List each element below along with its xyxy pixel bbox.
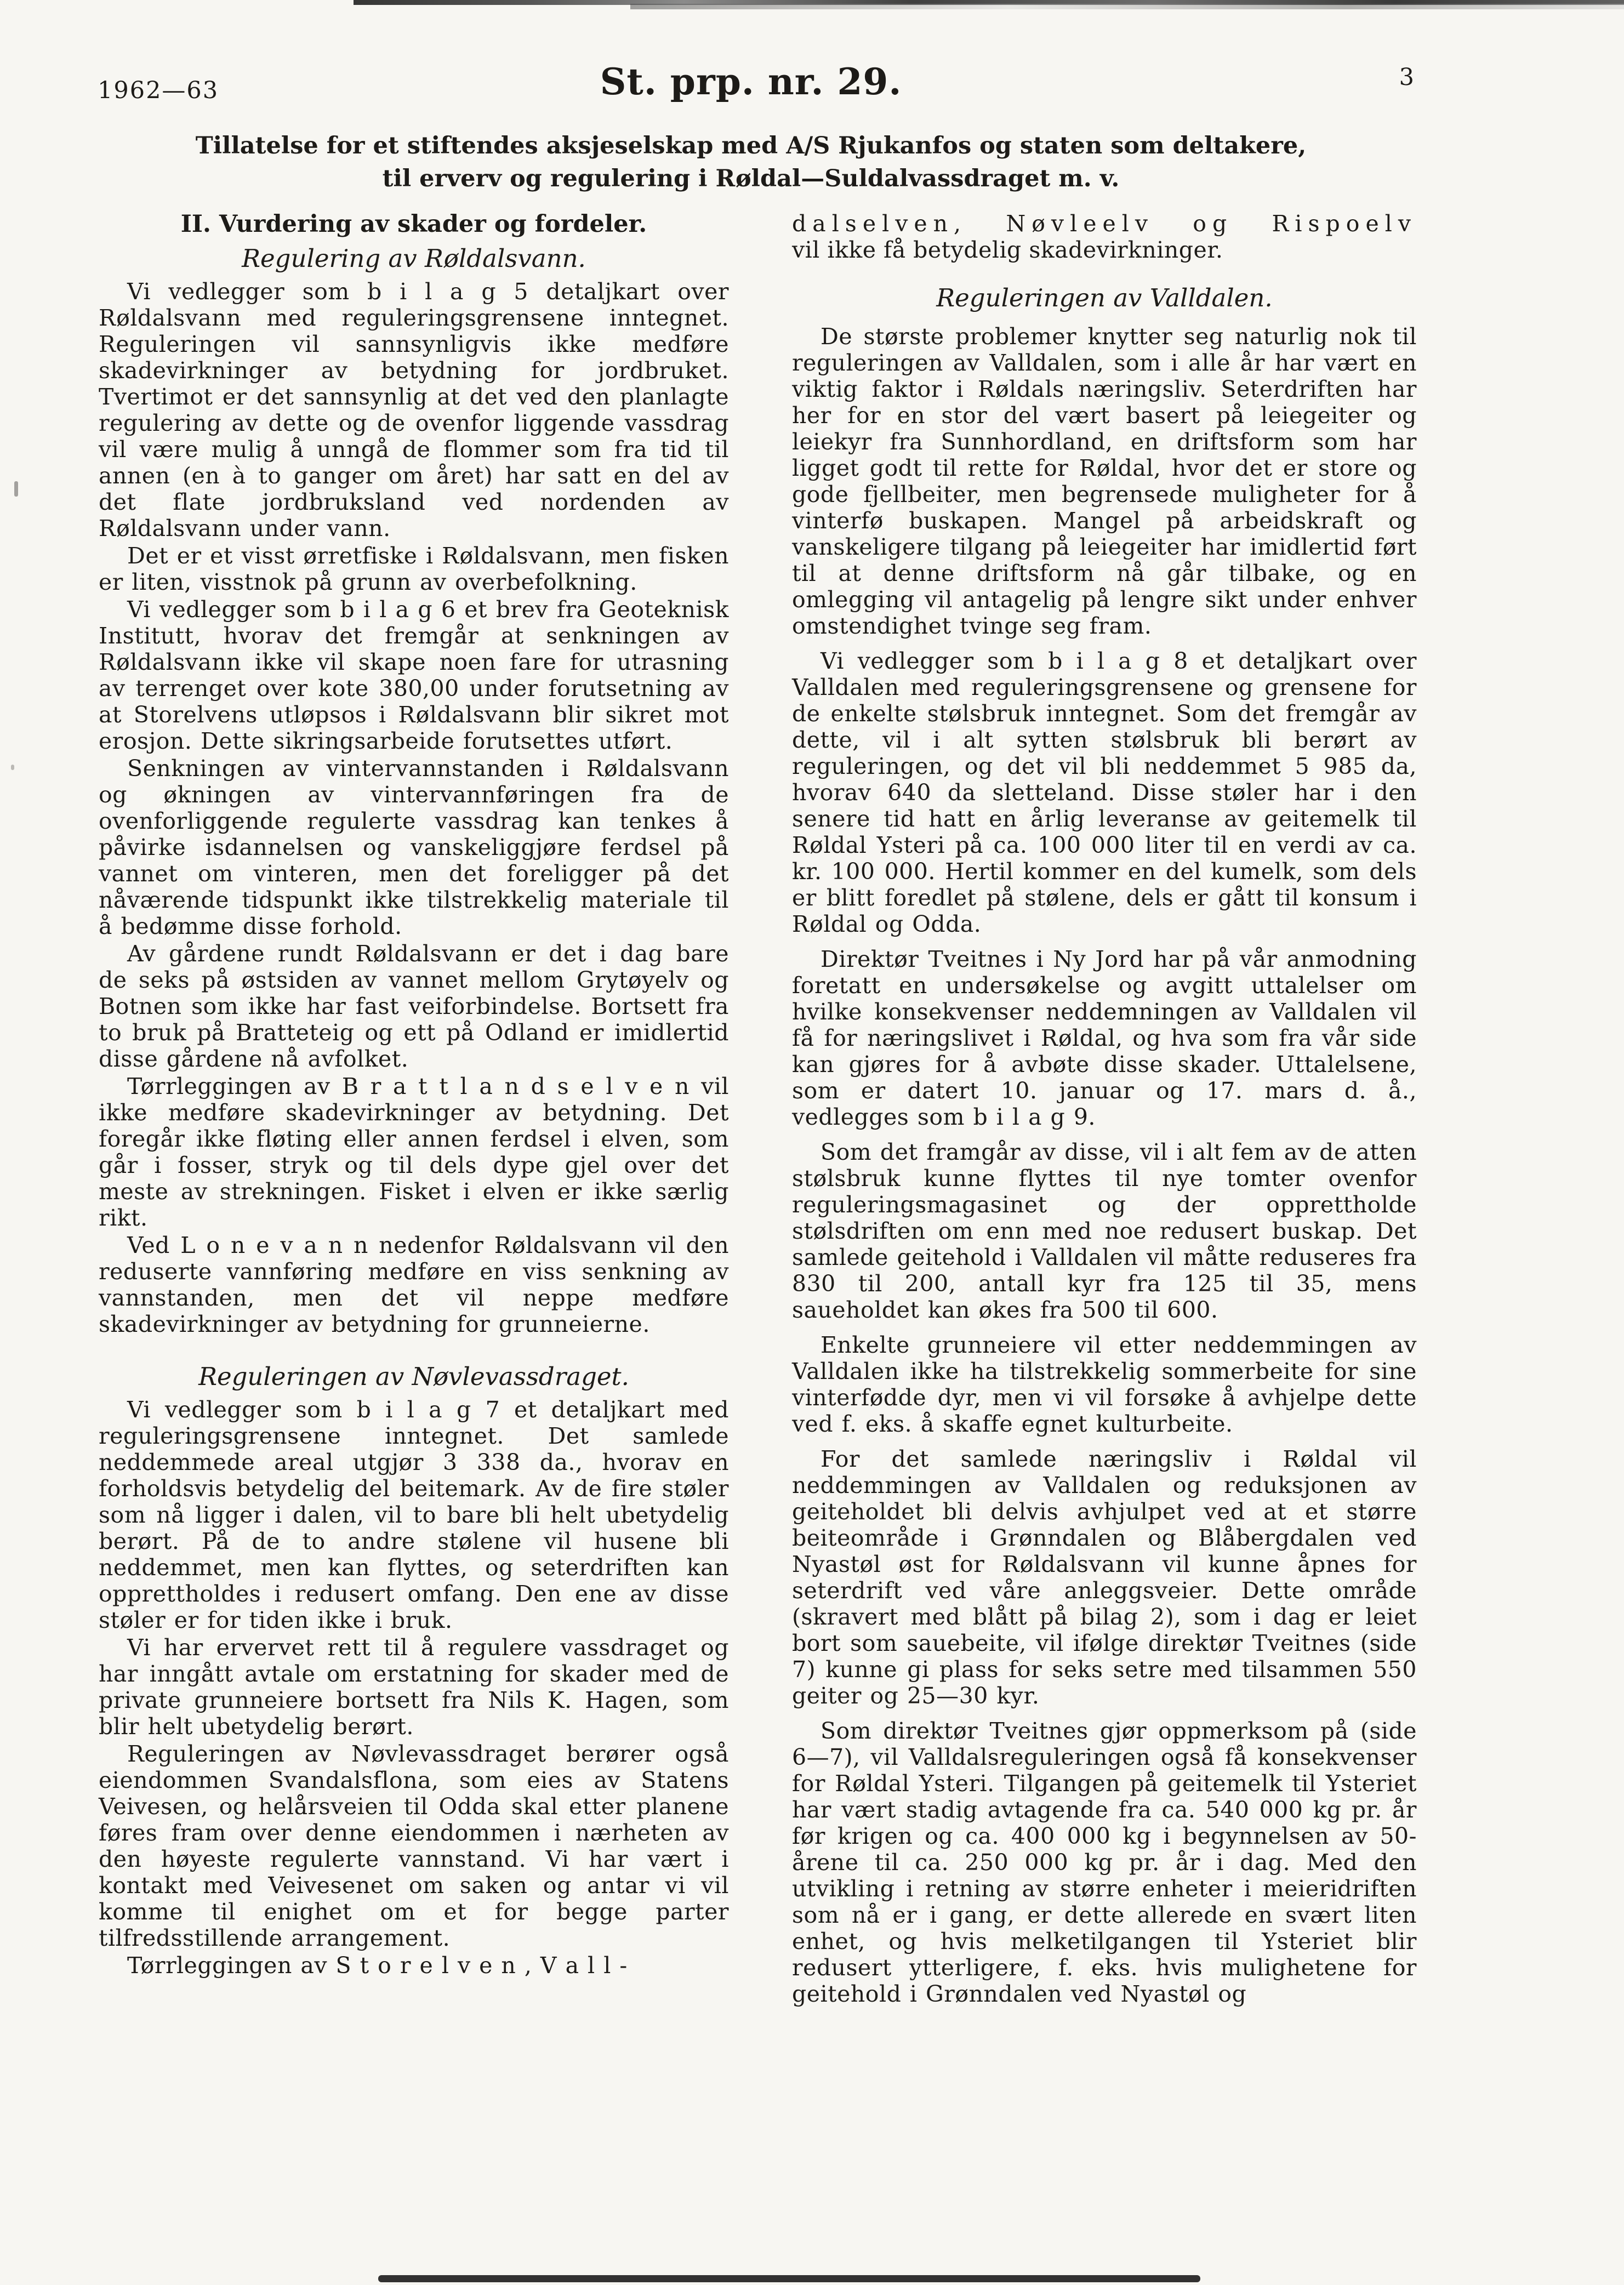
paragraph-hyphen-carry: Tørrleggingen av S t o r e l v e n , V a l l -: [127, 1952, 628, 1979]
paragraph: Vi vedlegger som b i l a g 7 et detaljkart med reguleringsgrensene inntegnet. Det samlede neddemmede areal utgjør 3 338 da., hvorav en forholdsvis betydelig del beitemark. Av de fire støler som nå ligger i dalen, vil to bare bli helt ubetydelig berørt. På de to andre stølene vil husene bli neddemmet, men kan flyttes, og seterdriften kan opprettholdes i redusert omfang. Den ene av disse støler er for tiden ikke i bruk.: [99, 1397, 729, 1633]
paragraph: Det er et visst ørretfiske i Røldalsvann, men fisken er liten, visstnok på grunn av overbefolkning.: [99, 543, 729, 595]
paragraph: Vi vedlegger som b i l a g 6 et brev fra Geoteknisk Institutt, hvorav det fremgår at senkningen av Røldalsvann ikke vil skape noen fare for utrasning av terrenget over kote 380,00 under forutsetning av at Storelvens utløpsos i Røldalsvann blir sikret mot erosjon. Dette sikringsarbeide forutsettes utført.: [99, 596, 729, 754]
subtitle-line-2: til erverv og regulering i Røldal—Suldalvassdraget m. v.: [382, 165, 1120, 192]
paragraph: Direktør Tveitnes i Ny Jord har på vår anmodning foretatt en undersøkelse og avgitt uttalelser om hvilke konsekvenser neddemningen av Valldalen vil få for næringslivet i Røldal, og hva som fra vår side kan gjøres for å avbøte disse skader. Uttalelsene, som er datert 10. januar og 17. mars d. å., vedlegges som b i l a g 9.: [792, 946, 1417, 1130]
paragraph: Enkelte grunneiere vil etter neddemmingen av Valldalen ikke ha tilstrekkelig sommerbeite for sine vinterfødde dyr, men vi vil forsøke å avhjelpe dette ved f. eks. å skaffe egnet kulturbeite.: [792, 1332, 1417, 1437]
document-title: St. prp. nr. 29.: [600, 60, 902, 103]
page-number: 3: [1399, 64, 1414, 91]
paragraph: Ved L o n e v a n n nedenfor Røldalsvann vil den reduserte vannføring medføre en viss senkning av vannstanden, men det vil neppe medføre skadevirkninger av betydning for grunneierne.: [99, 1232, 729, 1337]
carryover-line-rest: vil ikke få betydelig skadevirkninger.: [792, 237, 1223, 263]
document-subtitle: [93, 129, 1409, 195]
session-years: 1962—63: [98, 77, 219, 104]
paragraph: Reguleringen av Nøvlevassdraget berører også eiendommen Svandalsflona, som eies av Statens Veivesen, og helårsveien til Odda skal etter planene føres fram over denne eiendommen i nærheten av den høyeste regulerte vannstand. Vi har vært i kontakt med Veivesenet om saken og antar vi vil komme til enighet om et for begge parter tilfredsstillende arrangement.: [99, 1741, 729, 1951]
scan-speck: [11, 765, 14, 770]
paragraph: For det samlede næringsliv i Røldal vil neddemmingen av Valldalen og reduksjonen av geiteholdet bli delvis avhjulpet ved at et større beiteområde i Grønndalen og Blåbergdalen ved Nyastøl øst for Røldalsvann vil kunne åpnes for seterdrift ved våre anleggsveier. Dette område (skravert med blått på bilag 2), som i dag er leiet bort som sauebeite, vil ifølge direktør Tveitnes (side 7) kunne gi plass for seks setre med tilsammen 550 geiter og 25—30 kyr.: [792, 1446, 1417, 1709]
subsection-heading-valldalen: Reguleringen av Valldalen.: [936, 283, 1273, 312]
paragraph: Senkningen av vintervannstanden i Røldalsvann og økningen av vintervannføringen fra de ovenforliggende regulerte vassdrag kan tenkes å påvirke isdannelsen og vanskeliggjøre ferdsel på vannet om vinteren, men det foreligger på det nåværende tidspunkt ikke tilstrekkelig materiale til å bedømme disse forhold.: [99, 755, 729, 939]
paragraph: Tørrleggingen av B r a t t l a n d s e l v e n vil ikke medføre skadevirkninger av betydning. Det foregår ikke fløting eller annen ferdsel i elven, som går i fosser, stryk og til dels dype gjel over det meste av strekningen. Fisket i elven er ikke særlig rikt.: [99, 1073, 729, 1231]
carryover-paragraph: [792, 210, 1417, 263]
carryover-line-spaced: dalselven, Nøvleelv og Rispoelv: [792, 210, 1417, 237]
left-column: [99, 210, 729, 1979]
paragraph: Vi vedlegger som b i l a g 8 et detaljkart over Valldalen med reguleringsgrensene og grensene for de enkelte stølsbruk inntegnet. Som det fremgår av dette, vil i alt sytten stølsbruk bli berørt av reguleringen, og det vil bli neddemmet 5 985 da, hvorav 640 da sletteland. Disse støler har i den senere tid hatt en årlig leveranse av geitemelk til Røldal Ysteri på ca. 100 000 liter til en verdi av ca. kr. 100 000. Hertil kommer en del kumelk, som dels er blitt foredlet på stølene, dels er gått til konsum i Røldal og Odda.: [792, 648, 1417, 937]
subsection-heading-roldalsvann: Regulering av Røldalsvann.: [242, 244, 586, 273]
scan-speck: [14, 481, 18, 497]
paragraph: Av gårdene rundt Røldalsvann er det i dag bare de seks på østsiden av vannet mellom Grytøyelv og Botnen som ikke har fast veiforbindelse. Bortsett fra to bruk på Bratteteig og ett på Odland er imidlertid disse gårdene nå avfolket.: [99, 941, 729, 1072]
paragraph: Som direktør Tveitnes gjør oppmerksom på (side 6—7), vil Valldalsreguleringen også få konsekvenser for Røldal Ysteri. Tilgangen på geitemelk til Ysteriet har vært stadig avtagende fra ca. 540 000 kg pr. år før krigen og ca. 400 000 kg i begynnelsen av 50-årene til ca. 250 000 kg pr. år i dag. Med den utvikling i retning av større enheter i meieridriften som nå er i gang, er dette allerede en svært liten enhet, og hvis melketilgangen til Ysteriet blir redusert ytterligere, f. eks. hvis mulighetene for geitehold i Grønndalen ved Nyastøl og: [792, 1718, 1417, 2007]
paragraph: Vi vedlegger som b i l a g 5 detaljkart over Røldalsvann med reguleringsgrensene inntegnet. Reguleringen vil sannsynligvis ikke medføre skadevirkninger av betydning for jordbruket. Tvertimot er det sannsynlig at det ved den planlagte regulering av dette og de ovenfor liggende vassdrag vil være mulig å unngå de flommer som fra tid til annen (en à to ganger om året) har satt en del av det flate jordbruksland ved nordenden av Røldalsvann under vann.: [99, 278, 729, 542]
paragraph: De største problemer knytter seg naturlig nok til reguleringen av Valldalen, som i alle år har vært en viktig faktor i Røldals næringsliv. Seterdriften har her for en stor del vært basert på leiegeiter og leiekyr fra Sunnhordland, en driftsform som har ligget godt til rette for Røldal, hvor det er store og gode fjellbeiter, men begrensede muligheter for å vinterfø buskapen. Mangel på arbeidskraft og vanskeligere tilgang på leiegeiter har imidlertid ført til at denne driftsform nå går tilbake, og en omlegging vil antagelig på lengre sikt under enhver omstendighet tvinge seg fram.: [792, 323, 1417, 639]
subtitle-line-1: Tillatelse for et stiftendes aksjeselskap med A/S Rjukanfos og staten som deltakere,: [195, 132, 1307, 159]
paragraph: Som det framgår av disse, vil i alt fem av de atten stølsbruk kunne flyttes til nye tomter ovenfor reguleringsmagasinet og der opprettholde stølsdriften om enn med noe redusert buskap. Det samlede geitehold i Valldalen vil måtte reduseres fra 830 til 200, antall kyr fra 125 til 35, mens saueholdet kan økes fra 500 til 600.: [792, 1139, 1417, 1323]
scan-artifact-top-smudge: [630, 4, 1624, 9]
paragraph: Vi har ervervet rett til å regulere vassdraget og har inngått avtale om erstatning for skader med de private grunneiere bortsett fra Nils K. Hagen, som blir helt ubetydelig berørt.: [99, 1634, 729, 1740]
subsection-heading-novlevassdraget: Reguleringen av Nøvlevassdraget.: [198, 1362, 629, 1391]
section-heading: II. Vurdering av skader og fordeler.: [180, 210, 647, 238]
scan-artifact-bottom-bar: [378, 2275, 1200, 2282]
right-column: [792, 210, 1417, 2007]
